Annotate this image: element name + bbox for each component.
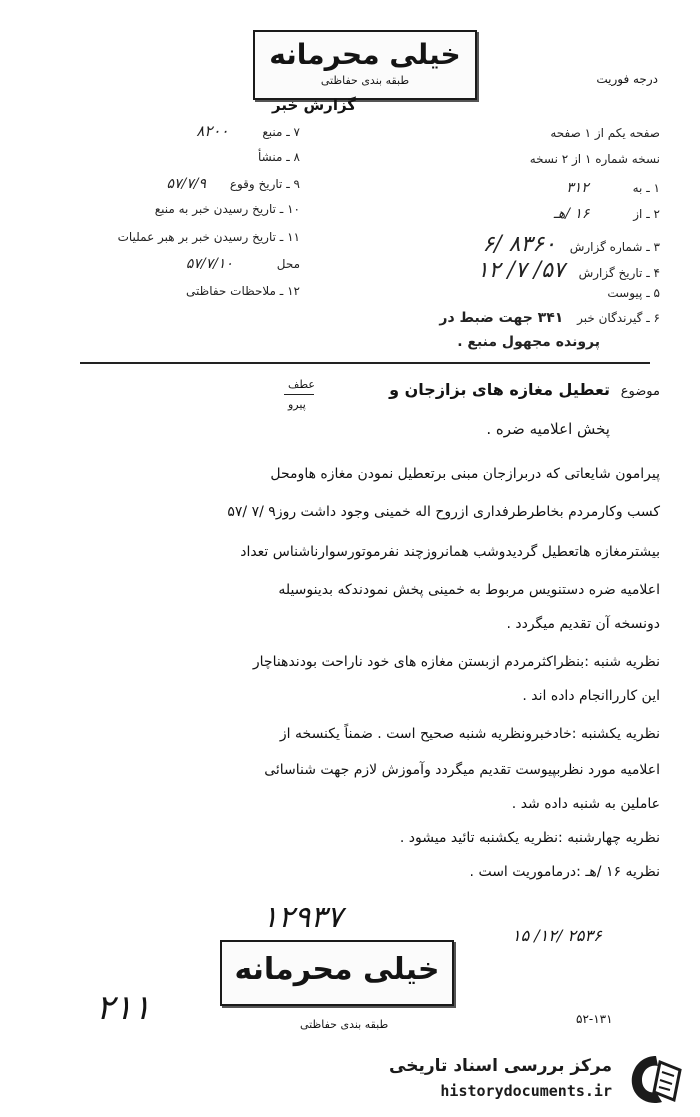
body-line: نظریه چهارشنبه :نظریه یکشنبه تائید میشود . <box>399 830 660 846</box>
archive-watermark <box>389 1050 690 1110</box>
bottom-stamp-text: خیلی محرمانه <box>234 952 440 987</box>
body-line: پیرامون شایعاتی که دربرازجان مبنی برتعطیل نمودن مغازه هاومحل <box>270 466 660 482</box>
field-report-date-value: ۵۷/ ۷/ ۱۲ <box>476 258 565 283</box>
subject-line-1: تعطیل مغازه های بزازجان و <box>389 380 610 399</box>
field-origin: ۸ ـ منشأ <box>257 150 300 164</box>
field-copy: نسخه شماره ۱ از ۲ نسخه <box>529 152 660 166</box>
priority-label: درجه فوریت <box>596 72 658 86</box>
field-received-by-ops: ۱۱ ـ تاریخ رسیدن خبر بر هبر عملیات <box>117 230 300 244</box>
field-to: ۱ ـ به ۳۱۲ <box>566 180 660 196</box>
body-line: کسب وکارمردم بخاطرطرفداری ازروح اله خمینی وجود داشت روز۹ /۷ /۵۷ <box>227 504 660 520</box>
body-line: این کارراانجام داده اند . <box>522 688 660 704</box>
body-line: دونسخه آن تقدیم میگردد . <box>506 616 660 632</box>
field-attachment: ۵ ـ پیوست <box>607 286 660 300</box>
body-line: اعلامیه مورد نظربپیوست تقدیم میگردد وآموزش لازم جهت شناسائی <box>264 762 660 778</box>
body-line: نظریه ۱۶ /هـ :درماموریت است . <box>469 864 660 880</box>
margin-label-followup: پیرو <box>288 398 306 411</box>
bottom-classification-stamp <box>220 940 454 1006</box>
top-stamp-text: خیلی محرمانه <box>269 38 461 71</box>
field-recipients: ۶ ـ گیرندگان خبر ۳۴۱ جهت ضبط در <box>439 310 660 326</box>
handwritten-archive-number: ۱۲۹۳۷ <box>262 900 343 935</box>
subject-line-2: پخش اعلامیه ضره . <box>486 420 610 438</box>
field-recipients-value: ۳۴۱ جهت ضبط در <box>439 310 564 326</box>
watermark-title: مرکز بررسی اسناد تاریخی <box>389 1056 612 1076</box>
body-line: نظریه یکشنبه :خادخبرونظریه شنبه صحیح است . ضمناً یکنسخه از <box>279 726 660 742</box>
top-stamp-subtext: طبقه بندی حفاظتی <box>320 74 410 87</box>
field-report-number: ۳ ـ شماره گزارش ۸۳۶۰ /۶ <box>482 232 660 257</box>
field-occurrence-date-value: ۵۷/۷/۹ <box>166 176 206 192</box>
margin-label-reference: عطف <box>288 378 315 391</box>
field-from-value: ۱۶ /هـ <box>553 206 590 222</box>
margin-label-rule <box>284 394 314 395</box>
field-location-value: ۵۷/۷/۱۰ <box>185 256 233 272</box>
body-line: نظریه شنبه :بنظراکثرمردم ازبستن مغازه های خود ناراحت بودندهناچار <box>252 654 660 670</box>
field-page: صفحه یکم از ۱ صفحه <box>550 126 660 140</box>
handwritten-date: ۱۵ /۱۲/ ۲۵۳۶ <box>512 926 602 945</box>
body-line: عاملین به شنبه داده شد . <box>511 796 660 812</box>
field-occurrence-date: ۹ ـ تاریخ وقوع ۵۷/۷/۹ <box>166 176 300 192</box>
field-security-notes: ۱۲ ـ ملاحظات حفاظتی <box>186 284 300 298</box>
header-divider <box>80 362 650 364</box>
field-source: ۷ ـ منبع ۸۲۰۰ <box>196 122 300 140</box>
field-source-value: ۸۲۰۰ <box>196 122 229 140</box>
archive-logo-icon <box>626 1052 686 1108</box>
field-location: محل ۵۷/۷/۱۰ <box>185 256 300 272</box>
watermark-url: historydocuments.ir <box>440 1082 612 1100</box>
footer-form-code: ۵۲-۱۳۱ <box>576 1012 613 1026</box>
handwritten-left-number: ۲۱۱ <box>96 988 151 1028</box>
field-report-date: ۴ ـ تاریخ گزارش ۵۷/ ۷/ ۱۲ <box>476 258 660 283</box>
body-line: بیشترمغازه هاتعطیل گردیدوشب همانروزچند نفرموتورسوارناشناس تعداد <box>240 544 660 560</box>
field-report-number-value: ۸۳۶۰ /۶ <box>482 232 556 257</box>
field-received-by-source: ۱۰ ـ تاریخ رسیدن خبر به منبع <box>154 202 300 216</box>
field-to-value: ۳۱۲ <box>566 180 589 196</box>
body-line: اعلامیه ضره دستنویس مربوط به خمینی پخش نمودندکه بدینوسیله <box>278 582 660 598</box>
top-classification-stamp <box>253 30 477 100</box>
field-recipients-cont: پرونده مجهول منبع . <box>457 334 600 350</box>
report-title: گزارش خبر <box>272 96 357 114</box>
footer-classification: طبقه بندی حفاظتی <box>300 1018 389 1031</box>
field-from: ۲ ـ از ۱۶ /هـ <box>553 206 660 222</box>
subject-label: موضوع <box>620 384 660 399</box>
